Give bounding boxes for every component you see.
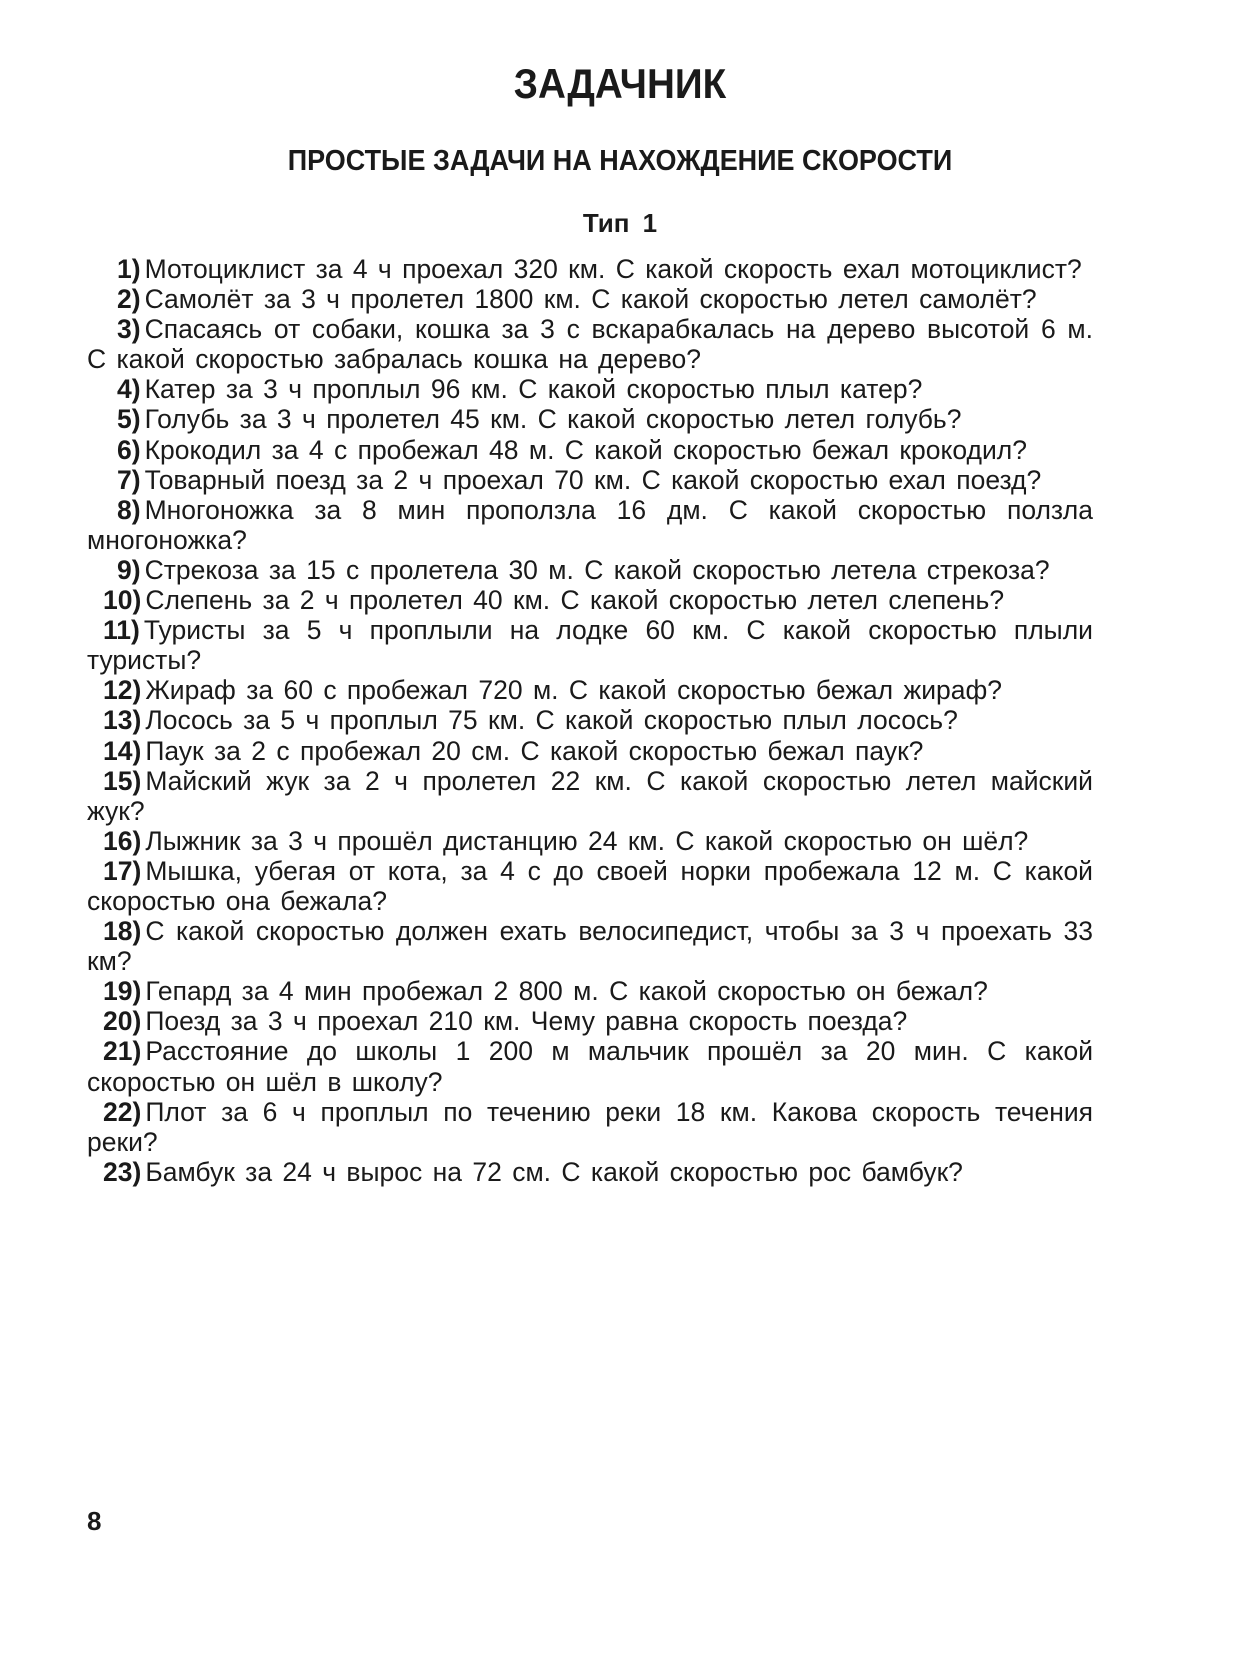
problem-number: 6): [117, 434, 141, 465]
problem-text: Плот за 6 ч проплыл по течению реки 18 км. Какова скорость течения реки?: [87, 1096, 1093, 1157]
problem-item: [87, 1157, 1093, 1187]
problem-item: [87, 916, 1093, 976]
problem-text: Катер за 3 ч проплыл 96 км. С какой скоростью плыл катер?: [144, 374, 923, 405]
problem-number: 10): [103, 585, 142, 616]
problem-item: [87, 555, 1093, 585]
problem-text: Товарный поезд за 2 ч проехал 70 км. С какой скоростью ехал поезд?: [144, 464, 1042, 495]
problem-number: 18): [103, 916, 142, 947]
problem-number: 17): [103, 855, 142, 886]
problem-number: 2): [117, 284, 141, 315]
problem-text: Спасаясь от собаки, кошка за 3 с вскарабкалась на дерево высотой 6 м. С какой скоростью забралась кошка на дерево?: [87, 314, 1093, 375]
problem-text: С какой скоростью должен ехать велосипедист, чтобы за 3 ч проехать 33 км?: [87, 916, 1093, 977]
problem-text: Лосось за 5 ч проплыл 75 км. С какой скоростью плыл лосось?: [145, 705, 958, 736]
problem-number: 12): [103, 675, 142, 706]
problem-number: 9): [117, 554, 141, 585]
problem-item: [87, 1097, 1093, 1157]
problem-number: 3): [117, 314, 141, 345]
problem-number: 22): [103, 1096, 142, 1127]
problem-text: Бамбук за 24 ч вырос на 72 см. С какой скоростью рос бамбук?: [145, 1156, 963, 1187]
problem-item: [87, 1006, 1093, 1036]
problem-item: [87, 705, 1093, 735]
problem-text: Крокодил за 4 с пробежал 48 м. С какой скоростью бежал крокодил?: [144, 434, 1028, 465]
problem-number: 21): [103, 1036, 142, 1067]
problem-text: Слепень за 2 ч пролетел 40 км. С какой скоростью летел слепень?: [145, 585, 1005, 616]
problem-text: Мотоциклист за 4 ч проехал 320 км. С какой скорость ехал мотоциклист?: [144, 254, 1082, 284]
page-title: ЗАДАЧНИК: [513, 60, 727, 107]
problem-item: [87, 404, 1093, 434]
problem-number: 15): [103, 765, 142, 796]
section-title: ПРОСТЫЕ ЗАДАЧИ НА НАХОЖДЕНИЕ СКОРОСТИ: [287, 145, 953, 177]
problem-number: 4): [117, 374, 141, 405]
problem-text: Самолёт за 3 ч пролетел 1800 км. С какой скоростью летел самолёт?: [144, 284, 1037, 315]
problem-item: [87, 284, 1093, 314]
problem-item: [87, 976, 1093, 1006]
problem-number: 1): [117, 254, 141, 284]
problem-number: 23): [103, 1156, 142, 1187]
problem-text: Мышка, убегая от кота, за 4 с до своей норки пробежала 12 м. С какой скоростью она бежала?: [87, 855, 1093, 916]
problem-text: Многоножка за 8 мин проползла 16 дм. С какой скоростью ползла многоножка?: [87, 494, 1093, 555]
problem-item: [87, 585, 1093, 615]
problem-text: Стрекоза за 15 с пролетела 30 м. С какой скоростью летела стрекоза?: [144, 554, 1050, 585]
problem-number: 5): [117, 404, 141, 435]
problem-list: [87, 254, 1093, 1187]
problem-number: 13): [103, 705, 142, 736]
problem-item: [87, 254, 1093, 284]
problem-item: [87, 1036, 1093, 1096]
problem-text: Паук за 2 с пробежал 20 см. С какой скоростью бежал паук?: [145, 735, 924, 766]
problem-text: Туристы за 5 ч проплыли на лодке 60 км. С какой скоростью плыли туристы?: [87, 615, 1093, 676]
problem-type-label: Тип 1: [582, 208, 658, 238]
problem-item: [87, 736, 1093, 766]
problem-number: 20): [103, 1006, 142, 1037]
problem-number: 7): [117, 464, 141, 495]
problem-text: Жираф за 60 с пробежал 720 м. С какой скоростью бежал жираф?: [145, 675, 1003, 706]
problem-number: 19): [103, 976, 142, 1007]
problem-number: 8): [117, 494, 141, 525]
problem-item: [87, 465, 1093, 495]
problem-item: [87, 314, 1093, 374]
problem-text: Лыжник за 3 ч прошёл дистанцию 24 км. С какой скоростью он шёл?: [145, 825, 1029, 856]
problem-item: [87, 766, 1093, 826]
problem-item: [87, 675, 1093, 705]
problem-number: 11): [103, 615, 140, 646]
problem-number: 14): [103, 735, 142, 766]
problem-item: [87, 826, 1093, 856]
problem-text: Голубь за 3 ч пролетел 45 км. С какой скоростью летел голубь?: [144, 404, 962, 435]
problem-text: Майский жук за 2 ч пролетел 22 км. С какой скоростью летел майский жук?: [87, 765, 1093, 826]
problem-text: Гепард за 4 мин пробежал 2 800 м. С какой скоростью он бежал?: [145, 976, 988, 1007]
problem-text: Расстояние до школы 1 200 м мальчик прошёл за 20 мин. С какой скоростью он шёл в школу?: [87, 1036, 1093, 1097]
problem-item: [87, 495, 1093, 555]
problem-item: [87, 856, 1093, 916]
problem-item: [87, 615, 1093, 675]
problem-text: Поезд за 3 ч проехал 210 км. Чему равна скорость поезда?: [145, 1006, 908, 1037]
problem-number: 16): [103, 825, 142, 856]
problem-item: [87, 435, 1093, 465]
page-number: 8: [87, 1506, 102, 1536]
problem-item: [87, 374, 1093, 404]
